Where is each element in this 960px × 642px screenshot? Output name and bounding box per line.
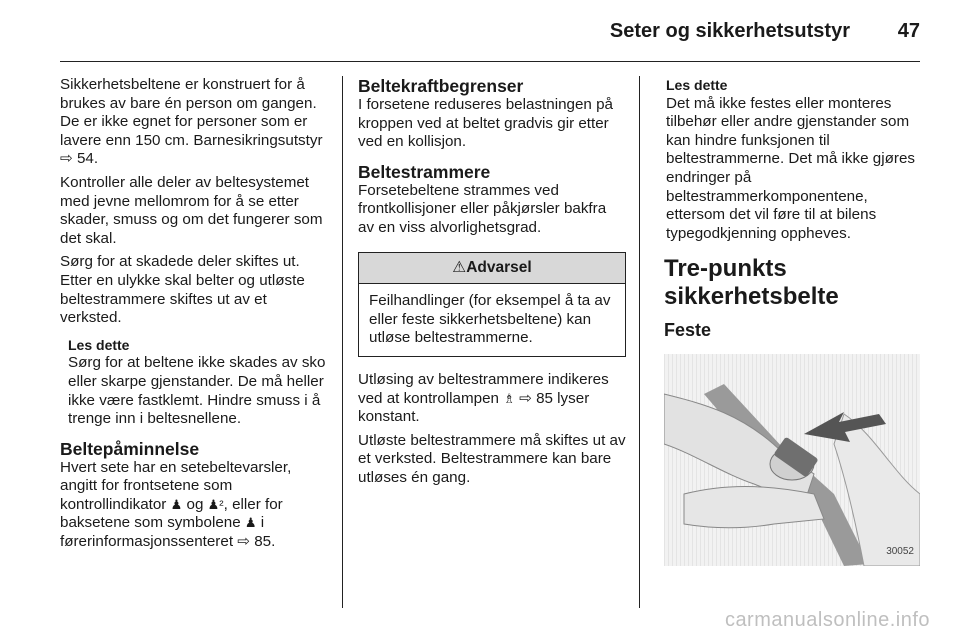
warning-box <box>358 252 626 357</box>
column-1 <box>60 76 328 557</box>
tensioner-heading: Beltestrammere <box>358 161 491 182</box>
fasten-subheading: Feste <box>664 320 712 341</box>
reminder-paragraph <box>60 459 328 552</box>
three-point-belt-heading: Tre-punkts sikkerhetsbelte <box>664 255 839 311</box>
limiter-heading: Beltekraftbegrenser <box>358 76 524 96</box>
note-box-1 <box>68 336 328 429</box>
seatbelt-fastening-illustration <box>664 354 920 566</box>
tensioner-paragraph: Forsetebeltene strammes ved frontkollisjoner eller påkjørsler bakfra av en viss alvorlighetsgrad. <box>358 181 607 236</box>
reminder-text-b: og <box>186 495 204 513</box>
seatbelt-person-icon: ♟ <box>170 496 183 512</box>
limiter-paragraph: I forsetene reduseres belastningen på kroppen ved at beltet gradvis gir etter ved en kollisjon. <box>358 96 613 151</box>
note-box-2 <box>666 76 924 243</box>
column-divider-2 <box>639 76 640 608</box>
inspection-paragraph: Kontroller alle deler av beltesystemet med jevne mellomrom for å se etter skader, smuss og om det fungerer som det skal. <box>60 173 323 247</box>
page-header-title: Seter og sikkerhetsutstyr <box>609 20 850 42</box>
release-paragraph <box>358 371 626 427</box>
seatbelt-person-2-icon: ♟² <box>207 496 224 512</box>
reminder-text-c: , eller for baksetene som symbolene <box>60 495 283 532</box>
note-text: Sørg for at beltene ikke skades av sko eller skarpe gjenstander. De må heller ikke være fastklemt. Hindre smuss i å trenge inn i beltesnellene. <box>68 354 326 428</box>
page-number: 47 <box>897 20 920 42</box>
release-text-a: Utløsing av beltestrammere indikeres ved at kontrollampen <box>358 370 609 407</box>
reminder-text-d: i førerinformasjonssenteret ⇨ 85. <box>60 514 276 551</box>
seatbelt-tensioner-lamp-icon: ♗ <box>503 390 515 406</box>
illustration-number: 30052 <box>886 546 914 558</box>
watermark-text: carmanualsonline.info <box>724 609 930 631</box>
seatbelt-illustration-drawing <box>664 354 920 566</box>
column-divider-1 <box>342 76 343 608</box>
reminder-text-a: Hvert sete har en setebeltevarsler, angitt for frontsetene som kontrollindikator <box>60 458 292 513</box>
intro-paragraph: Sikkerhetsbeltene er konstruert for å brukes av bare én person om gangen. De er ikke egnet for personer som er lavere enn 150 cm. Barnesikringsutstyr ⇨ 54. <box>60 76 323 168</box>
warning-heading: ⚠Advarsel <box>359 253 625 285</box>
note-title: Les dette <box>666 77 728 93</box>
replacement-paragraph: Sørg for at skadede deler skiftes ut. Etter en ulykke skal belter og utløste beltestrammere skiftes ut av et verksted. <box>60 253 305 327</box>
column-2 <box>358 76 626 493</box>
seatbelt-person-icon: ♟ <box>244 515 257 531</box>
column-3 <box>664 76 924 566</box>
replace-paragraph: Utløste beltestrammere må skiftes ut av et verksted. Beltestrammere kan bare utløses én gang. <box>358 431 626 486</box>
note-text: Det må ikke festes eller monteres tilbehør eller andre gjenstander som kan hindre funksjonen til beltestrammerne. Det må ikke gjøres endringer på beltestrammerkomponentene, ettersom det vil føre til at bilens typegodkjenning oppheves. <box>666 94 915 242</box>
reminder-heading: Beltepåminnelse <box>60 438 200 459</box>
note-title: Les dette <box>68 336 130 353</box>
header-rule <box>60 61 920 62</box>
warning-text: Feilhandlinger (for eksempel å ta av eller feste sikkerhetsbeltene) kan utløse beltestrammerne. <box>369 292 611 347</box>
release-text-b: ⇨ 85 lyser konstant. <box>358 389 590 426</box>
